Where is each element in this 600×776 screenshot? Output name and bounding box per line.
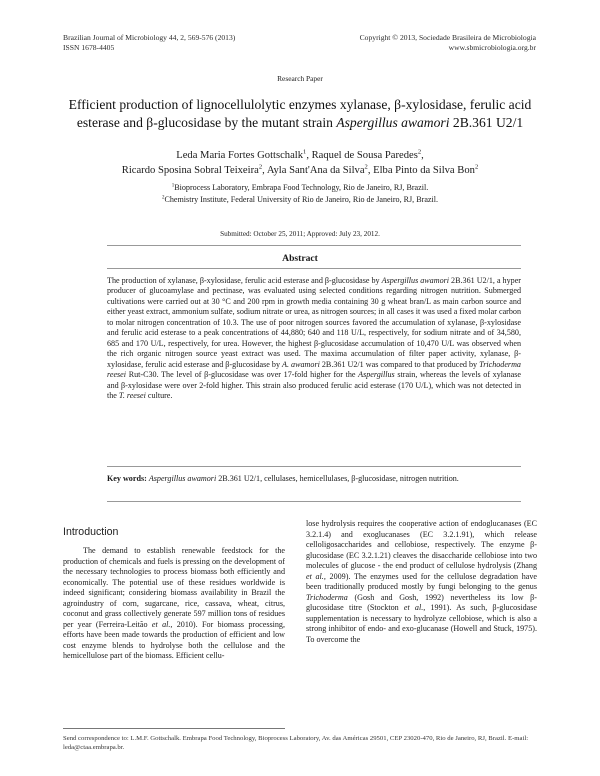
- author: Leda Maria Fortes Gottschalk: [176, 150, 304, 161]
- body-column-right: [306, 519, 537, 645]
- author: Raquel de Sousa Paredes: [311, 150, 418, 161]
- body-paragraph: [63, 546, 285, 662]
- author-line-2: Ricardo Sposina Sobral Teixeira$^2$, Ayla Sant'Ana da Silva$^2$, Elba Pinto da Silva Bon$^2$: [121, 163, 479, 176]
- abstract-paragraph: [107, 276, 521, 401]
- affiliation-text: Bioprocess Laboratory, Embrapa Food Technology, Rio de Janeiro, RJ, Brazil.: [174, 183, 429, 192]
- body-column-left: [63, 546, 285, 662]
- species-name: T. reesei: [118, 390, 146, 400]
- abstract-text: The production of xylanase, β-xylosidase, ferulic acid esterase and β-glucosidase by: [107, 276, 382, 285]
- affiliation-number: 1: [171, 183, 175, 189]
- paper-title: [50, 96, 550, 132]
- affiliation-text: Chemistry Institute, Federal University of Rio de Janeiro, Rio de Janeiro, RJ, Brazil.: [164, 194, 439, 204]
- journal-website[interactable]: www.sbmicrobiologia.org.br: [448, 42, 536, 52]
- article-type: Research Paper: [277, 74, 323, 83]
- affiliations: [60, 182, 540, 205]
- abstract-text: 2B.361 U2/1, a hyper producer of glucoamylase and pectinase, was evaluated using selected conditions regarding nitrogen nutrition. Submerged cultivations were carried out at 30 °C and 200 rpm in growth media containing 30 g wheat bran/L as main carbon source and either yeast extract, ammonium sulfate, sodium nitrate or urea, as nitrogen sources; in all cases it was used a fixed molar carbon to molar nitrogen concentration of 10.3. The use of poor nitrogen sources favored the accumulation of xylanase, β-xylosidase and ferulic acid esterase to a peak concentrations of 44,880; 640 and 118 U/L, respectively, for sodium nitrate and of 34,580, 685 and 170 U/L, respectively, for urea. However, the highest β-glucosidase accumulation of 10,470 U/L was observed when the rich organic nitrogen source yeast extract was used. The maxima accumulation of filter paper activity, xylanase, β-xylosidase, ferulic acid esterase and β-glucosidase by: [107, 276, 521, 369]
- affiliation-marker: 2: [364, 163, 368, 171]
- correspondence-footnote: Send correspondence to: L.M.F. Gottschalk. Embrapa Food Technology, Bioprocess Laboratory, Av. das Américas 29501, CEP 23020-470, Rio de Janeiro, RJ, Brazil. E-mail: leda@ctaa.embrapa.br.: [63, 735, 529, 751]
- body-paragraph: [306, 519, 537, 645]
- abstract-body: [107, 276, 521, 401]
- keywords-top-rule: [107, 466, 521, 467]
- abstract-text: strain, whereas the levels of xylanase and β-xylosidase were over 2-fold higher. This strain also produced ferulic acid esterase (170 U/L), which was not detected in the: [107, 370, 521, 400]
- title-text: esterase and β-glucosidase by the mutant strain: [76, 115, 337, 130]
- abstract-top-rule: [107, 245, 521, 246]
- body-text: , 2010). For biomass processing, efforts have been made towards the production of efficient and low cost enzyme blends to hydrolyse both the cellulose and the hemicellulose part of the biomass. Efficient cellu-: [63, 619, 286, 660]
- submission-dates: Submitted: October 25, 2011; Approved: July 23, 2012.: [220, 230, 380, 238]
- citation-etal: et al.: [151, 619, 171, 629]
- title-species: Aspergillus awamori: [336, 115, 450, 130]
- section-heading-introduction: Introduction: [63, 526, 119, 538]
- footnote-rule: [63, 728, 285, 729]
- body-text: , 1991). As such, β-glucosidase supplementation is necessary to hydrolyze cellobiose, which is also a strong inhibitor of endo- and exo-glucanase (Howell and Stuck, 1975). To overcome the: [306, 603, 537, 644]
- species-name: Trichoderma reesei: [107, 359, 521, 380]
- affiliation-marker: 1: [303, 148, 307, 156]
- species-name: A. awamori: [282, 359, 320, 369]
- author: Ricardo Sposina Sobral Teixeira: [121, 165, 259, 176]
- species-name: Aspergillus: [358, 370, 395, 380]
- species-name: Aspergillus awamori: [148, 474, 217, 483]
- species-name: Aspergillus awamori: [381, 276, 450, 285]
- author: Ayla Sant'Ana da Silva: [266, 165, 365, 176]
- citation-etal: et al.: [403, 603, 424, 612]
- citation-etal: et al.: [306, 571, 324, 581]
- abstract-text: 2B.361 U2/1 was compared to that produced by: [319, 359, 480, 369]
- abstract-text: culture.: [145, 390, 173, 400]
- affiliation-marker: 2: [417, 148, 422, 156]
- running-header-left: [63, 33, 235, 52]
- body-text: (Gosh and Gosh, 1992) nevertheless its low β-glucosidase titre (Stockton: [306, 592, 537, 612]
- abstract-heading-rule: [107, 268, 521, 269]
- affiliation-number: 2: [161, 194, 165, 200]
- title-line-2: [50, 114, 550, 132]
- title-line-1: Efficient production of lignocellulolytic enzymes xylanase, β-xylosidase, ferulic acid: [68, 97, 532, 112]
- author-list: [60, 148, 540, 178]
- species-name: Trichoderma: [306, 592, 348, 602]
- copyright-notice: Copyright © 2013, Sociedade Brasileira de Microbiologia: [359, 33, 536, 42]
- author-line-1: Leda Maria Fortes Gottschalk$^1$, Raquel de Sousa Paredes$^2$,: [176, 148, 424, 161]
- keywords: [107, 474, 521, 485]
- body-text: lose hydrolysis requires the cooperative action of endoglucanases (EC 3.2.1.4) and exoglucanases (EC 3.2.1.91), which release celloligosaccharides and cellobiose, respectively. The enzyme β-glucosidase (EC 3.2.1.21) cleaves the disaccharide cellobiose into two molecules of glucose - the end product of cellulose hydrolysis (Zhang: [306, 519, 537, 570]
- author: Elba Pinto da Silva Bon: [373, 165, 475, 176]
- keywords-label: Key words:: [107, 474, 147, 483]
- issn: ISSN 1678-4405: [63, 42, 115, 52]
- body-text: , 2009). The enzymes used for the cellulose degradation have been traditionally produced mostly by fungi belonging to the genus: [306, 571, 537, 591]
- keywords-list: 2B.361 U2/1, cellulases, hemicellulases, β-glucosidase, nitrogen nutrition.: [216, 474, 459, 483]
- keywords-bottom-rule: [107, 501, 521, 502]
- body-text: The demand to establish renewable feedstock for the production of chemicals and fuels is pressing on the development of the necessary technologies to process biomass both efficiently and economically. The potential use of these residues worldwide is indeed significant; considering biomass availability in Brazil the agroindustry of corn, sugarcane, rice, cassava, wheat, citrus, coconut and grass collectively generate 597 million tons of residues per year (Ferreira-Leitão: [63, 546, 285, 629]
- affiliation-marker: 2: [258, 163, 263, 171]
- affiliation-1: [60, 182, 540, 194]
- affiliation-marker: 2: [474, 163, 479, 171]
- abstract-heading: Abstract: [282, 253, 318, 264]
- title-strain: 2B.361 U2/1: [449, 115, 524, 130]
- affiliation-2: [60, 194, 540, 206]
- abstract-text: Rut-C30. The level of β-glucosidase was over 17-fold higher for the: [126, 370, 359, 380]
- running-header-right: [360, 33, 536, 52]
- journal-citation: Brazilian Journal of Microbiology 44, 2, 569-576 (2013): [63, 33, 236, 42]
